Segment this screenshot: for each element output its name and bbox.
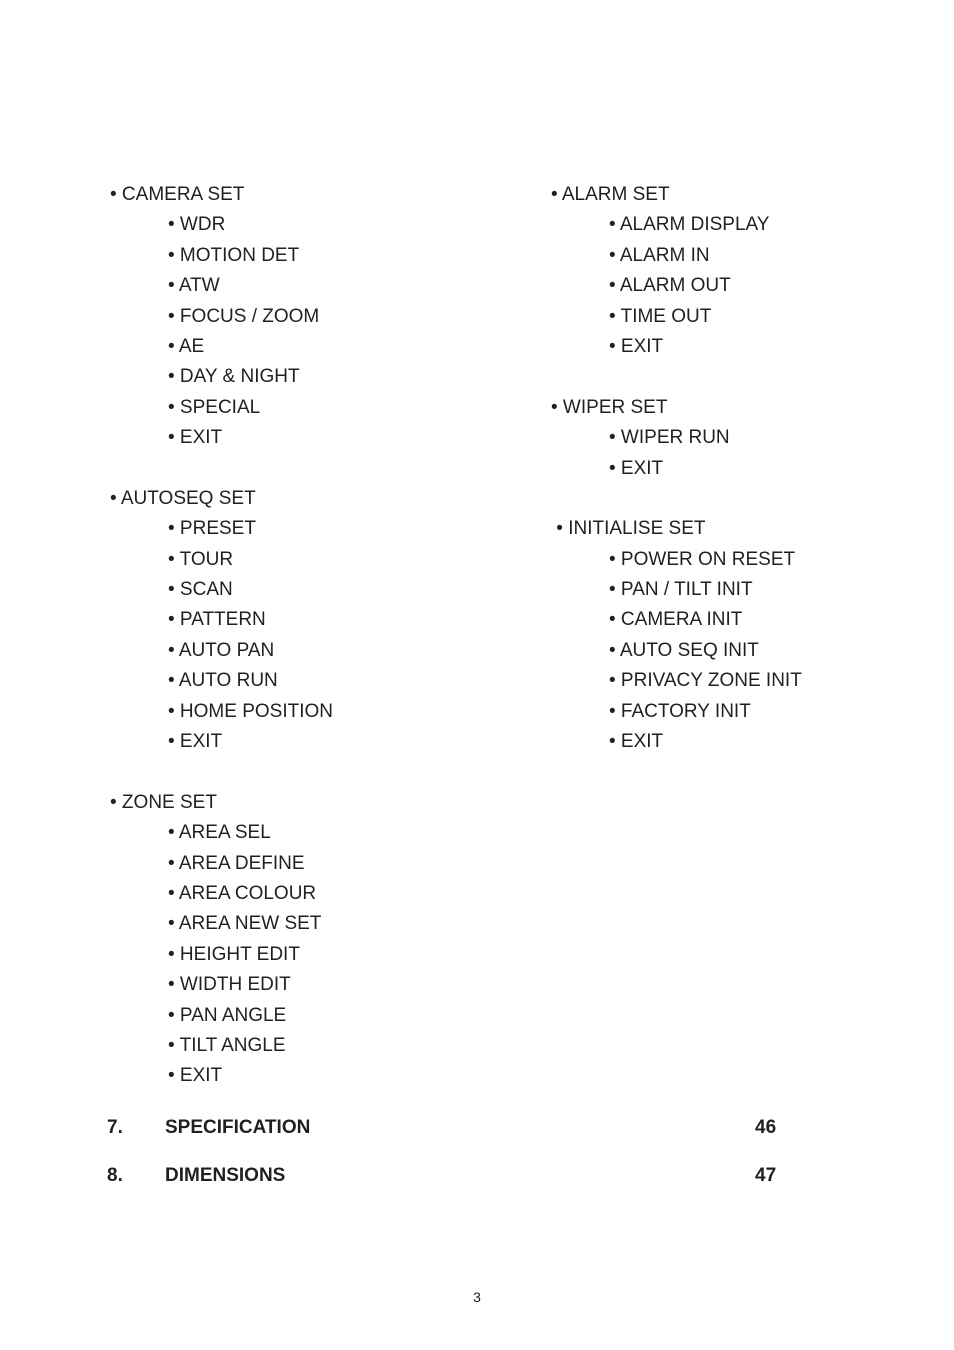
menu-item: • PATTERN xyxy=(168,609,266,631)
right-menu-column xyxy=(551,180,802,757)
section-spacer xyxy=(110,757,333,787)
menu-item: • EXIT xyxy=(609,457,664,479)
autoseq-set-section xyxy=(110,484,333,758)
menu-item: • AREA DEFINE xyxy=(168,852,305,874)
menu-item: • PRIVACY ZONE INIT xyxy=(609,670,802,692)
section-spacer xyxy=(551,362,802,392)
section-heading: • AUTOSEQ SET xyxy=(110,487,256,509)
page-number: 3 xyxy=(473,1289,481,1305)
menu-item: • AREA COLOUR xyxy=(168,882,317,904)
alarm-set-section xyxy=(551,180,802,362)
menu-item: • PRESET xyxy=(168,518,256,540)
menu-item: • HEIGHT EDIT xyxy=(168,943,300,965)
toc-page: 47 xyxy=(755,1165,777,1186)
camera-set-section xyxy=(110,180,333,454)
toc-page: 46 xyxy=(755,1117,777,1138)
zone-set-section xyxy=(110,788,333,1092)
menu-item: • AREA NEW SET xyxy=(168,913,322,935)
menu-item: • EXIT xyxy=(168,427,223,449)
menu-item: • WDR xyxy=(168,214,226,236)
menu-item: • DAY & NIGHT xyxy=(168,366,300,388)
wiper-set-section xyxy=(551,393,802,484)
menu-item: • AREA SEL xyxy=(168,822,271,844)
menu-item: • EXIT xyxy=(168,731,223,753)
section-heading: • ALARM SET xyxy=(551,184,670,205)
toc-entry-dimensions[interactable] xyxy=(107,1164,787,1188)
section-heading: • INITIALISE SET xyxy=(551,518,706,540)
menu-item: • AE xyxy=(168,335,205,357)
menu-item: • AUTO PAN xyxy=(168,639,275,661)
section-heading: • ZONE SET xyxy=(110,791,217,813)
menu-item: • CAMERA INIT xyxy=(609,609,743,631)
menu-item: • TIME OUT xyxy=(609,305,712,327)
section-heading: • CAMERA SET xyxy=(110,184,245,205)
menu-item: • FACTORY INIT xyxy=(609,700,751,722)
menu-item: • EXIT xyxy=(609,731,664,753)
menu-item: • POWER ON RESET xyxy=(609,548,796,570)
menu-item: • EXIT xyxy=(609,335,664,357)
menu-item: • TILT ANGLE xyxy=(168,1034,286,1056)
menu-item: • HOME POSITION xyxy=(168,700,333,722)
menu-item: • ALARM OUT xyxy=(609,275,731,297)
menu-item: • SPECIAL xyxy=(168,396,261,418)
toc-title: SPECIFICATION xyxy=(165,1117,311,1138)
section-spacer xyxy=(551,484,802,514)
menu-item: • WIPER RUN xyxy=(609,427,730,449)
toc-title: DIMENSIONS xyxy=(165,1165,286,1186)
menu-item: • ALARM IN xyxy=(609,244,710,266)
toc-entry-specification[interactable] xyxy=(107,1116,787,1140)
section-spacer xyxy=(110,454,333,484)
menu-item: • TOUR xyxy=(168,548,234,570)
initialise-set-section xyxy=(551,514,802,757)
menu-item: • ATW xyxy=(168,275,220,297)
left-menu-column xyxy=(110,180,333,1092)
menu-item: • EXIT xyxy=(168,1065,223,1087)
menu-item: • PAN ANGLE xyxy=(168,1004,287,1026)
menu-item: • PAN / TILT INIT xyxy=(609,579,753,601)
section-heading: • WIPER SET xyxy=(551,396,668,418)
menu-item: • FOCUS / ZOOM xyxy=(168,305,320,327)
menu-item: • ALARM DISPLAY xyxy=(609,214,770,236)
menu-item: • AUTO SEQ INIT xyxy=(609,639,759,661)
menu-item: • MOTION DET xyxy=(168,244,300,266)
toc-number: 7. xyxy=(107,1117,123,1138)
toc-number: 8. xyxy=(107,1165,123,1186)
menu-item: • AUTO RUN xyxy=(168,670,278,692)
menu-item: • SCAN xyxy=(168,579,233,601)
menu-item: • WIDTH EDIT xyxy=(168,974,291,996)
